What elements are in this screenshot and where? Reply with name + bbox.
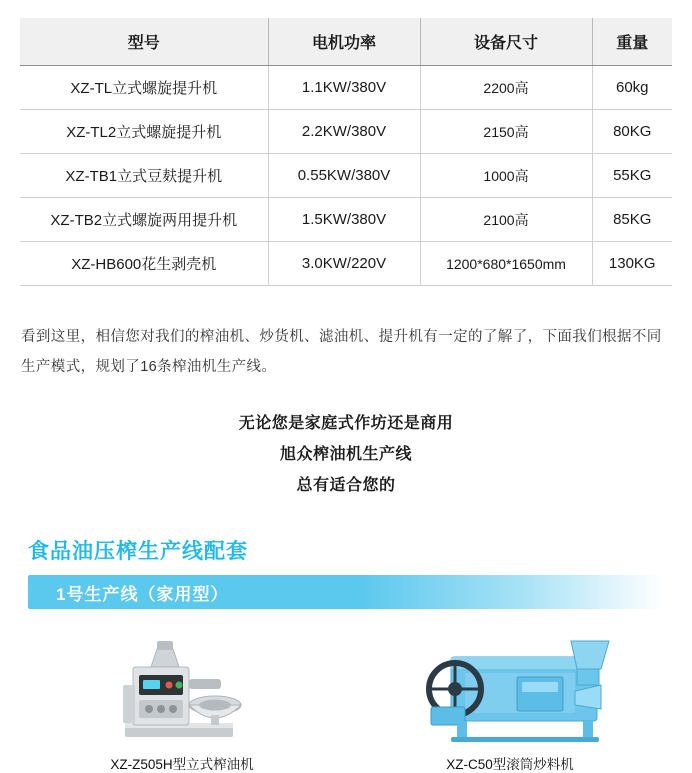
cell-model: XZ-TL立式螺旋提升机 xyxy=(20,66,268,110)
cell-weight: 130KG xyxy=(592,242,672,286)
slogan-line-1: 无论您是家庭式作坊还是商用 xyxy=(238,415,454,432)
cell-size: 2150高 xyxy=(420,110,592,154)
cell-model: XZ-TB2立式螺旋两用提升机 xyxy=(20,198,268,242)
section-title: 食品油压榨生产线配套 xyxy=(28,540,248,563)
column-header-power: 电机功率 xyxy=(268,18,420,66)
cell-model: XZ-TB1立式豆麸提升机 xyxy=(20,154,268,198)
product-caption: XZ-C50型滚筒炒料机 xyxy=(446,757,574,772)
cell-power: 3.0KW/220V xyxy=(268,242,420,286)
cell-weight: 60kg xyxy=(592,66,672,110)
section-bar xyxy=(28,575,664,609)
table-row xyxy=(20,110,672,154)
column-header-model: 型号 xyxy=(20,18,268,66)
drum-roaster-machine-image xyxy=(385,627,635,745)
cell-power: 1.5KW/380V xyxy=(268,198,420,242)
cell-power: 0.55KW/380V xyxy=(268,154,420,198)
table-row xyxy=(20,198,672,242)
specs-table xyxy=(20,18,672,286)
cell-power: 1.1KW/380V xyxy=(268,66,420,110)
intro-paragraph: 看到这里，相信您对我们的榨油机、炒货机、滤油机、提升机有一定的了解了，下面我们根据不同生产模式，规划了16条榨油机生产线。 xyxy=(21,329,662,375)
cell-weight: 80KG xyxy=(592,110,672,154)
cell-model: XZ-HB600花生剥壳机 xyxy=(20,242,268,286)
cell-size: 2200高 xyxy=(420,66,592,110)
cell-model: XZ-TL2立式螺旋提升机 xyxy=(20,110,268,154)
oil-press-machine-image xyxy=(57,627,307,745)
slogan-block xyxy=(0,408,692,501)
product-gallery xyxy=(0,627,692,773)
cell-size: 1000高 xyxy=(420,154,592,198)
cell-size: 2100高 xyxy=(420,198,592,242)
product-item xyxy=(385,627,635,773)
slogan-line-2: 旭众榨油机生产线 xyxy=(279,446,412,463)
column-header-weight: 重量 xyxy=(592,18,672,66)
cell-power: 2.2KW/380V xyxy=(268,110,420,154)
column-header-size: 设备尺寸 xyxy=(420,18,592,66)
cell-weight: 85KG xyxy=(592,198,672,242)
page-root xyxy=(0,18,692,772)
product-item xyxy=(57,627,307,773)
table-row xyxy=(20,242,672,286)
cell-size: 1200*680*1650mm xyxy=(420,242,592,286)
product-caption: XZ-Z505H型立式榨油机 xyxy=(110,757,254,772)
table-header-row xyxy=(20,18,672,66)
section-bar-label: 1号生产线（家用型） xyxy=(56,584,229,604)
section-block xyxy=(0,535,692,609)
table-row xyxy=(20,66,672,110)
table-row xyxy=(20,154,672,198)
cell-weight: 55KG xyxy=(592,154,672,198)
slogan-line-3: 总有适合您的 xyxy=(296,477,396,494)
